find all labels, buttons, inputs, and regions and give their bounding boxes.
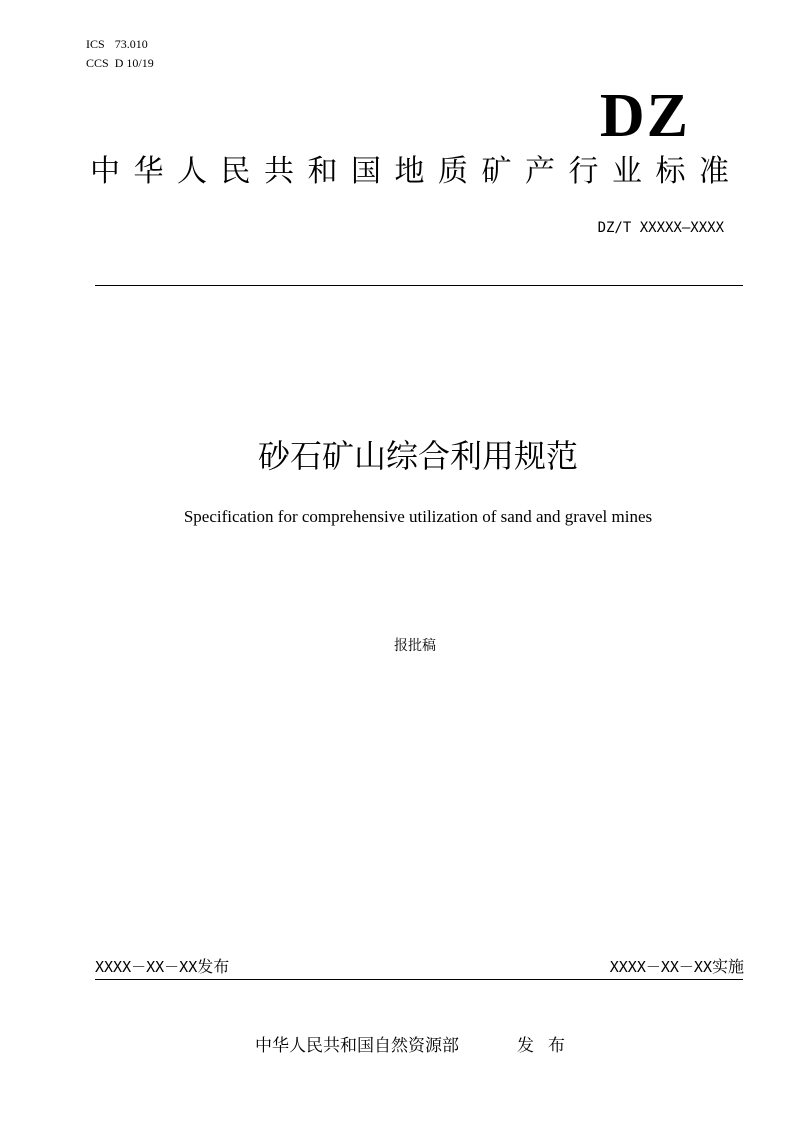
document-title-cn: 砂石矿山综合利用规范: [257, 437, 578, 475]
standard-category-title: 中华人民共和国地质矿产行业标准: [90, 154, 743, 189]
ics-classification: [86, 37, 148, 51]
ccs-classification: [86, 56, 154, 70]
footer-divider: [95, 979, 743, 980]
implementation-date: XXXX－XX－XX: [609, 958, 712, 976]
issue-label: 发布: [197, 957, 230, 976]
issue-date-line: [95, 956, 229, 978]
issue-date: XXXX－XX－XX: [95, 958, 198, 976]
header-divider: [95, 285, 743, 286]
document-title-en: Specification for comprehensive utilization of sand and gravel mines: [183, 507, 653, 526]
publisher-name: 中华人民共和国自然资源部: [255, 1036, 459, 1056]
ccs-code: D 10/19: [114, 56, 154, 70]
draft-status: 报批稿: [394, 638, 436, 654]
ics-label: ICS: [86, 37, 105, 51]
ccs-label: CCS: [86, 56, 109, 70]
implementation-date-line: [610, 956, 744, 978]
implementation-label: 实施: [711, 957, 744, 976]
dz-standard-mark: DZ: [599, 82, 690, 150]
standard-number: DZ/T XXXXX—XXXX: [597, 220, 724, 236]
publisher-action: 发布: [517, 1036, 579, 1056]
ics-code: 73.010: [114, 37, 148, 51]
